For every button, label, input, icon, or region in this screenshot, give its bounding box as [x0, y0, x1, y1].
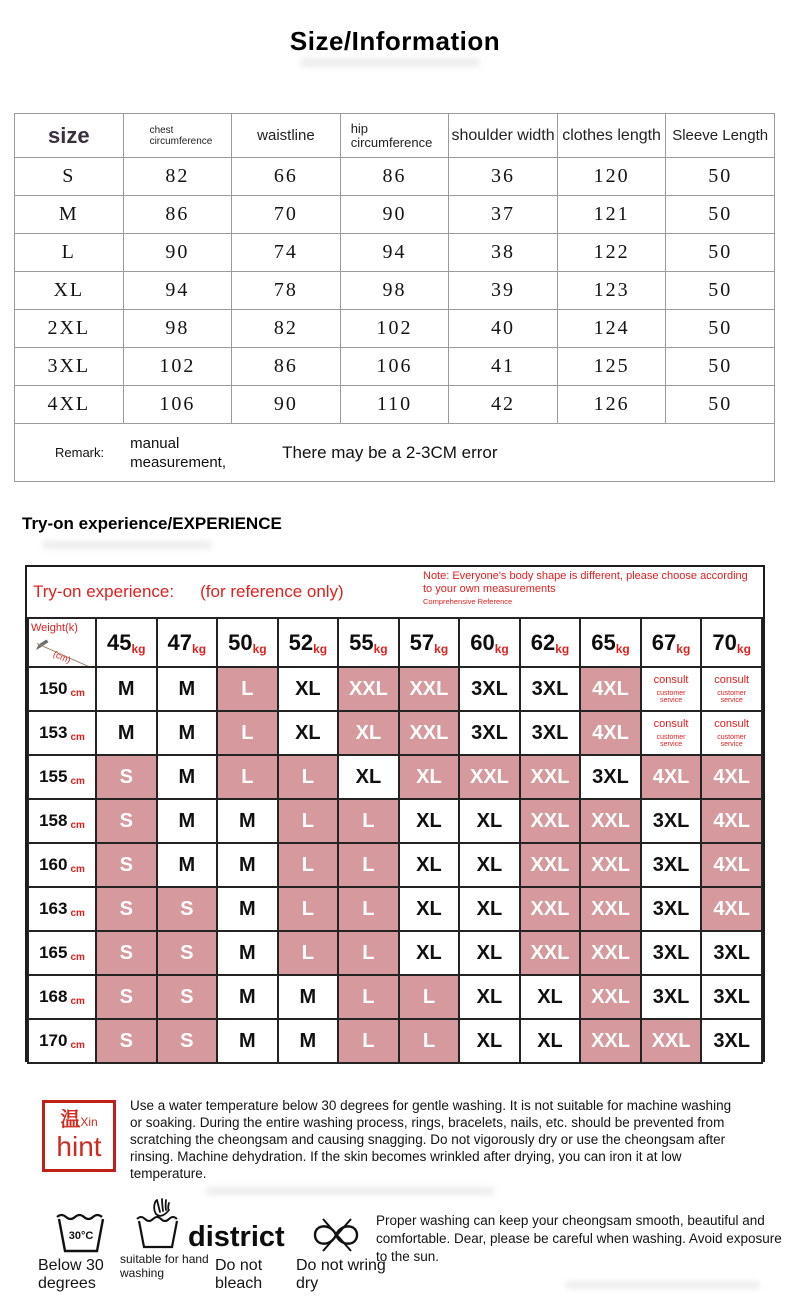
tryon-row-153cm — [28, 711, 762, 755]
recommended-size-cell: 4XL — [641, 755, 702, 799]
recommended-size-cell: 3XL — [641, 887, 702, 931]
recommended-size-cell: M — [217, 975, 278, 1019]
size-header-hip-circumference: hip circumference — [340, 114, 449, 158]
recommended-size-cell: L — [278, 799, 339, 843]
recommended-size-cell: 3XL — [459, 667, 520, 711]
recommended-size-cell: M — [157, 755, 218, 799]
recommended-size-cell: 4XL — [701, 755, 762, 799]
recommended-size-cell: L — [217, 711, 278, 755]
recommended-size-cell: XL — [399, 931, 460, 975]
recommended-size-cell: M — [217, 931, 278, 975]
weight-unit: kg — [434, 641, 449, 656]
height-unit: cm — [70, 996, 85, 1007]
height-value: 165 — [39, 943, 68, 962]
recommended-size-cell: 4XL — [580, 711, 641, 755]
weight-header-62kg — [520, 618, 581, 667]
corner-weight-label: Weight(k) — [31, 622, 78, 634]
recommended-size-cell: M — [157, 711, 218, 755]
height-unit: cm — [70, 776, 85, 787]
size-value: 124 — [557, 310, 666, 348]
recommended-size-cell: XL — [278, 711, 339, 755]
weight-unit: kg — [252, 641, 267, 656]
weight-value: 55 — [349, 629, 374, 655]
size-value: 102 — [123, 348, 232, 386]
size-value: 90 — [340, 196, 449, 234]
consult-line2: customer service — [717, 689, 747, 704]
recommended-size-cell: S — [96, 887, 157, 931]
tryon-table-subtitle: (for reference only) — [200, 582, 344, 601]
recommended-size-cell: 4XL — [580, 667, 641, 711]
height-unit: cm — [70, 688, 85, 699]
tryon-row-160cm — [28, 843, 762, 887]
recommended-size-cell: M — [217, 799, 278, 843]
remark-note: There may be a 2-3CM error — [282, 442, 498, 462]
recommended-size-cell: 3XL — [641, 975, 702, 1019]
recommended-size-cell: 4XL — [701, 799, 762, 843]
recommended-size-cell: XL — [459, 975, 520, 1019]
height-unit: cm — [70, 820, 85, 831]
consult-line1: consult — [714, 673, 750, 686]
weight-value: 52 — [288, 629, 314, 655]
tryon-note-small: Comprehensive Reference — [423, 597, 513, 606]
svg-text:30°C: 30°C — [68, 1230, 94, 1242]
recommended-size-cell: XXL — [580, 931, 641, 975]
recommended-size-cell: 3XL — [520, 667, 581, 711]
recommended-size-cell: S — [157, 887, 218, 931]
weight-header-52kg — [278, 618, 339, 667]
recommended-size-cell: M — [278, 975, 339, 1019]
height-value: 170 — [39, 1031, 68, 1050]
care-note-text: Proper washing can keep your cheongsam smooth, beautiful and comfortable. Dear, please be careful when washing. Avoid exposure to the sun. — [376, 1213, 782, 1264]
care-label: Do not bleach — [215, 1257, 263, 1292]
size-row-l — [15, 234, 775, 272]
size-value: 50 — [666, 158, 775, 196]
recommended-size-cell: XXL — [580, 799, 641, 843]
size-label: 4XL — [15, 386, 124, 424]
recommended-size-cell: XXL — [641, 1019, 702, 1063]
weight-unit: kg — [736, 641, 751, 656]
recommended-size-cell: M — [157, 843, 218, 887]
tryon-table-title: Try-on experience: — [33, 582, 175, 601]
size-label: XL — [15, 272, 124, 310]
recommended-size-cell: XL — [459, 843, 520, 887]
size-value: 40 — [449, 310, 558, 348]
recommended-size-cell: XXL — [520, 931, 581, 975]
size-row-xl — [15, 272, 775, 310]
recommended-size-cell: L — [217, 667, 278, 711]
hint-badge-word: hint — [56, 1131, 102, 1162]
recommended-size-cell: XXL — [399, 667, 460, 711]
recommended-size-cell: 3XL — [459, 711, 520, 755]
recommended-size-cell: XXL — [580, 1019, 641, 1063]
recommended-size-cell: M — [278, 1019, 339, 1063]
recommended-size-cell: M — [96, 711, 157, 755]
care-label: suitable for hand washing — [120, 1252, 209, 1280]
tryon-row-168cm — [28, 975, 762, 1019]
recommended-size-cell: M — [217, 1019, 278, 1063]
size-row-4xl — [15, 386, 775, 424]
recommended-size-cell: XXL — [520, 887, 581, 931]
consult-line2: customer service — [656, 689, 686, 704]
consult-customer-service-cell — [641, 667, 702, 711]
recommended-size-cell: XXL — [338, 667, 399, 711]
recommended-size-cell: L — [278, 887, 339, 931]
recommended-size-cell: 4XL — [701, 887, 762, 931]
recommended-size-cell: S — [157, 975, 218, 1019]
size-value: 90 — [123, 234, 232, 272]
recommended-size-cell: L — [399, 1019, 460, 1063]
recommended-size-cell: XXL — [399, 711, 460, 755]
weight-unit: kg — [615, 641, 630, 656]
weight-header-47kg — [157, 618, 218, 667]
height-label-cell — [28, 667, 96, 711]
height-label-cell — [28, 755, 96, 799]
weight-header-50kg — [217, 618, 278, 667]
recommended-size-cell: L — [338, 887, 399, 931]
hint-badge — [42, 1100, 116, 1172]
recommended-size-cell: 3XL — [641, 931, 702, 975]
weight-header-55kg — [338, 618, 399, 667]
size-value: 74 — [232, 234, 341, 272]
size-header-clothes-length: clothes length — [557, 114, 666, 158]
size-table — [14, 113, 775, 482]
size-header-waistline: waistline — [232, 114, 341, 158]
height-label-cell — [28, 1019, 96, 1063]
size-header-size: size — [15, 114, 124, 158]
size-value: 50 — [666, 234, 775, 272]
weight-value: 50 — [228, 629, 253, 655]
recommended-size-cell: XL — [399, 887, 460, 931]
size-value: 86 — [232, 348, 341, 386]
recommended-size-cell: S — [96, 1019, 157, 1063]
size-value: 121 — [557, 196, 666, 234]
size-value: 50 — [666, 386, 775, 424]
weight-unit: kg — [555, 641, 570, 656]
size-value: 78 — [232, 272, 341, 310]
size-value: 106 — [340, 348, 449, 386]
size-value: 50 — [666, 272, 775, 310]
recommended-size-cell: S — [96, 843, 157, 887]
weight-value: 70 — [712, 629, 737, 655]
recommended-size-cell: XL — [459, 931, 520, 975]
recommended-size-cell: XL — [520, 1019, 581, 1063]
size-value: 120 — [557, 158, 666, 196]
recommended-size-cell: L — [338, 1019, 399, 1063]
size-row-m — [15, 196, 775, 234]
care-label: Do not wring dry — [296, 1257, 386, 1292]
size-table-header-row — [15, 114, 775, 158]
recommended-size-cell: L — [338, 843, 399, 887]
size-value: 38 — [449, 234, 558, 272]
page-title: Size/Information — [289, 26, 501, 56]
recommended-size-cell: XL — [278, 667, 339, 711]
consult-customer-service-cell — [701, 711, 762, 755]
recommended-size-cell: S — [157, 1019, 218, 1063]
recommended-size-cell: XXL — [459, 755, 520, 799]
size-value: 86 — [340, 158, 449, 196]
height-value: 158 — [39, 811, 68, 830]
tryon-section-heading: Try-on experience/EXPERIENCE — [22, 514, 282, 533]
tryon-row-158cm — [28, 799, 762, 843]
recommended-size-cell: S — [96, 931, 157, 975]
height-unit: cm — [70, 952, 85, 963]
recommended-size-cell: L — [278, 931, 339, 975]
weight-header-57kg — [399, 618, 460, 667]
size-value: 37 — [449, 196, 558, 234]
height-value: 153 — [39, 723, 68, 742]
tryon-table-body — [28, 618, 762, 1063]
height-label-cell — [28, 931, 96, 975]
height-label-cell — [28, 887, 96, 931]
size-value: 106 — [123, 386, 232, 424]
size-label: 2XL — [15, 310, 124, 348]
recommended-size-cell: XL — [399, 799, 460, 843]
watermark-smudge — [205, 1187, 495, 1195]
remark-label: Remark: — [55, 445, 105, 460]
size-label: S — [15, 158, 124, 196]
tryon-row-165cm — [28, 931, 762, 975]
recommended-size-cell: L — [217, 755, 278, 799]
recommended-size-cell: S — [96, 975, 157, 1019]
weight-unit: kg — [192, 641, 207, 656]
weight-value: 65 — [591, 629, 616, 655]
recommended-size-cell: 3XL — [641, 843, 702, 887]
height-unit: cm — [70, 908, 85, 919]
weight-header-60kg — [459, 618, 520, 667]
height-label-cell — [28, 843, 96, 887]
recommended-size-cell: S — [157, 931, 218, 975]
height-label-cell — [28, 799, 96, 843]
washing-instructions-text: Use a water temperature below 30 degrees for gentle washing. It is not suitable for machine washing or soaking. During the entire washing process, rings, bracelets, nails, etc. should be prevented from scratching the cheongsam and causing snagging. Do not vigorously dry or use the cheongsam after rinsing. Machine dehydration. If the skin becomes wrinkled after drying, you can iron it at low temperature. — [130, 1098, 732, 1181]
recommended-size-cell: L — [338, 931, 399, 975]
hint-badge-xin: Xin — [80, 1115, 98, 1129]
size-value: 94 — [340, 234, 449, 272]
recommended-size-cell: XL — [338, 755, 399, 799]
size-value: 70 — [232, 196, 341, 234]
weight-value: 57 — [409, 629, 435, 655]
recommended-size-cell: XL — [459, 887, 520, 931]
size-row-2xl — [15, 310, 775, 348]
recommended-size-cell: S — [96, 799, 157, 843]
recommended-size-cell: L — [338, 799, 399, 843]
size-label: M — [15, 196, 124, 234]
weight-unit: kg — [373, 641, 388, 656]
size-label: 3XL — [15, 348, 124, 386]
size-value: 50 — [666, 310, 775, 348]
remark-method: manual measurement, — [130, 434, 226, 471]
district-text: district — [188, 1221, 285, 1253]
consult-line2: customer service — [717, 733, 747, 748]
size-value: 50 — [666, 348, 775, 386]
tryon-table-wrapper — [25, 565, 765, 1062]
height-label-cell — [28, 711, 96, 755]
height-value: 155 — [39, 767, 68, 786]
recommended-size-cell: XL — [520, 975, 581, 1019]
size-value: 90 — [232, 386, 341, 424]
recommended-size-cell: M — [217, 887, 278, 931]
size-value: 122 — [557, 234, 666, 272]
recommended-size-cell: L — [278, 755, 339, 799]
recommended-size-cell: 3XL — [641, 799, 702, 843]
recommended-size-cell: XL — [338, 711, 399, 755]
weight-unit: kg — [313, 641, 328, 656]
recommended-size-cell: XL — [459, 799, 520, 843]
size-value: 98 — [123, 310, 232, 348]
size-value: 50 — [666, 196, 775, 234]
tryon-row-163cm — [28, 887, 762, 931]
tryon-table-title-band — [27, 567, 763, 617]
height-unit: cm — [70, 1040, 85, 1051]
weight-value: 67 — [651, 629, 677, 655]
size-value: 102 — [340, 310, 449, 348]
height-value: 168 — [39, 987, 68, 1006]
tryon-note: Note: Everyone's body shape is different, please choose according to your own measurements — [423, 570, 748, 595]
weight-header-65kg — [580, 618, 641, 667]
height-unit: cm — [70, 864, 85, 875]
size-value: 82 — [123, 158, 232, 196]
recommended-size-cell: 4XL — [701, 843, 762, 887]
watermark-smudge — [300, 58, 480, 67]
size-label: L — [15, 234, 124, 272]
weight-unit: kg — [494, 641, 509, 656]
height-label-cell — [28, 975, 96, 1019]
recommended-size-cell: 3XL — [701, 931, 762, 975]
recommended-size-cell: XXL — [520, 755, 581, 799]
recommended-size-cell: L — [399, 975, 460, 1019]
weight-header-67kg — [641, 618, 702, 667]
recommended-size-cell: XXL — [580, 843, 641, 887]
size-header-shoulder-width: shoulder width — [449, 114, 558, 158]
size-value: 42 — [449, 386, 558, 424]
watermark-smudge — [565, 1281, 760, 1289]
tryon-table — [27, 617, 763, 1064]
consult-customer-service-cell — [641, 711, 702, 755]
recommended-size-cell: XL — [399, 755, 460, 799]
size-value: 41 — [449, 348, 558, 386]
weight-value: 47 — [167, 629, 193, 655]
recommended-size-cell: L — [338, 975, 399, 1019]
size-value: 94 — [123, 272, 232, 310]
size-value: 36 — [449, 158, 558, 196]
weight-header-70kg — [701, 618, 762, 667]
weight-unit: kg — [131, 641, 146, 656]
height-value: 150 — [39, 679, 68, 698]
size-value: 123 — [557, 272, 666, 310]
weight-header-45kg — [96, 618, 157, 667]
consult-customer-service-cell — [701, 667, 762, 711]
consult-line1: consult — [714, 717, 750, 730]
size-value: 110 — [340, 386, 449, 424]
recommended-size-cell: XL — [399, 843, 460, 887]
care-label: Below 30 degrees — [38, 1257, 104, 1292]
size-value: 125 — [557, 348, 666, 386]
consult-line1: consult — [653, 673, 689, 686]
weight-unit: kg — [676, 641, 691, 656]
watermark-smudge — [42, 541, 212, 549]
size-value: 86 — [123, 196, 232, 234]
height-value: 163 — [39, 899, 68, 918]
weight-value: 45 — [107, 629, 132, 655]
size-row-3xl — [15, 348, 775, 386]
size-row-s — [15, 158, 775, 196]
recommended-size-cell: 3XL — [701, 975, 762, 1019]
recommended-size-cell: S — [96, 755, 157, 799]
corner-height-label: (cm) — [51, 648, 73, 666]
consult-line1: consult — [653, 717, 689, 730]
tryon-row-150cm — [28, 667, 762, 711]
recommended-size-cell: L — [278, 843, 339, 887]
hint-badge-character: 温 — [60, 1109, 81, 1131]
recommended-size-cell: M — [157, 667, 218, 711]
height-value: 160 — [39, 855, 68, 874]
size-header-sleeve-length: Sleeve Length — [666, 114, 775, 158]
tryon-row-170cm — [28, 1019, 762, 1063]
weight-value: 60 — [470, 629, 495, 655]
tryon-corner-cell — [28, 618, 96, 667]
size-header-chest-circumference: chest circumference — [123, 114, 232, 158]
size-value: 39 — [449, 272, 558, 310]
size-value: 82 — [232, 310, 341, 348]
weight-value: 62 — [530, 629, 556, 655]
size-table-body — [15, 158, 775, 424]
tryon-weight-header-row — [28, 618, 762, 667]
recommended-size-cell: 3XL — [701, 1019, 762, 1063]
recommended-size-cell: M — [157, 799, 218, 843]
recommended-size-cell: 3XL — [520, 711, 581, 755]
recommended-size-cell: XL — [459, 1019, 520, 1063]
recommended-size-cell: 3XL — [580, 755, 641, 799]
size-table-remark-row — [15, 424, 775, 482]
recommended-size-cell: M — [217, 843, 278, 887]
recommended-size-cell: M — [96, 667, 157, 711]
recommended-size-cell: XXL — [520, 843, 581, 887]
recommended-size-cell: XXL — [580, 975, 641, 1019]
size-value: 126 — [557, 386, 666, 424]
recommended-size-cell: XXL — [580, 887, 641, 931]
size-value: 66 — [232, 158, 341, 196]
tryon-row-155cm — [28, 755, 762, 799]
consult-line2: customer service — [656, 733, 686, 748]
height-unit: cm — [70, 732, 85, 743]
size-value: 98 — [340, 272, 449, 310]
recommended-size-cell: XXL — [520, 799, 581, 843]
